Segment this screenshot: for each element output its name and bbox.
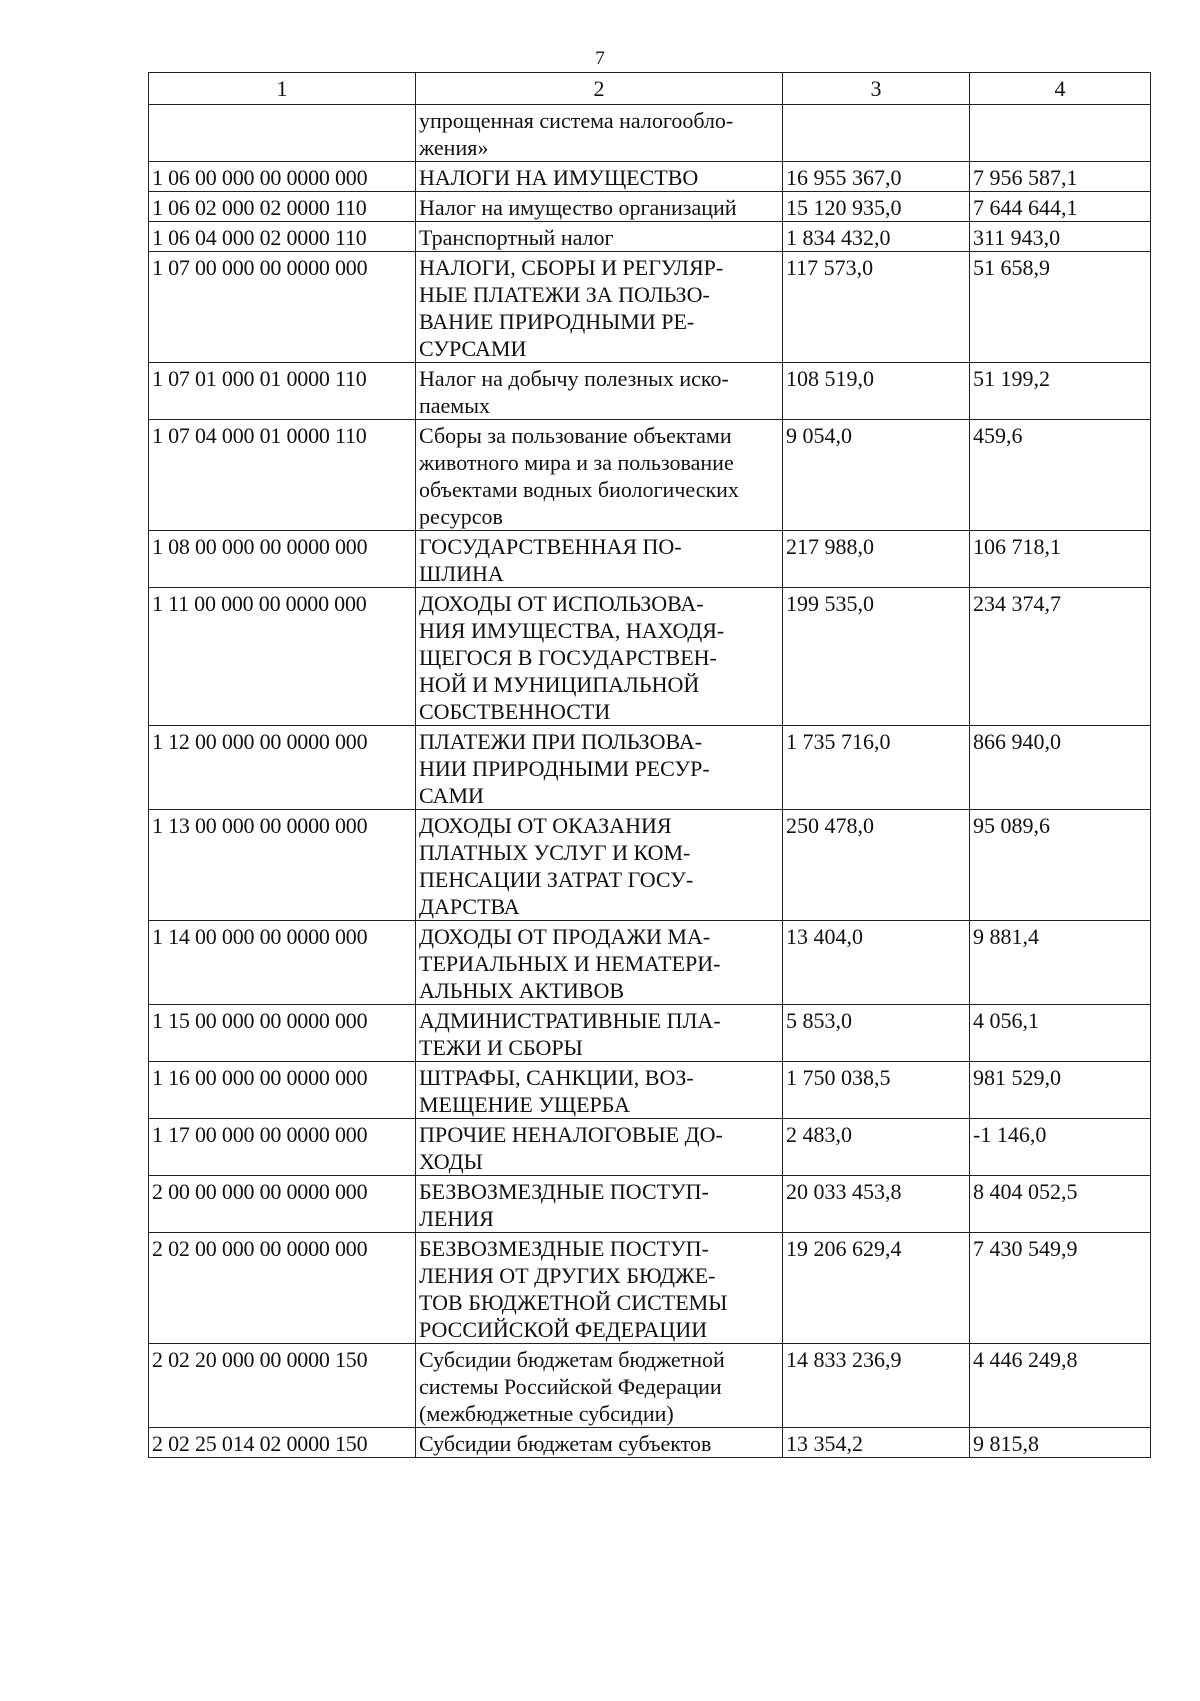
table-row: [149, 162, 1151, 192]
value-col4: 459,6: [970, 420, 1151, 531]
revenue-name: ПРОЧИЕ НЕНАЛОГОВЫЕ ДО- ХОДЫ: [416, 1119, 783, 1176]
value-col4: -1 146,0: [970, 1119, 1151, 1176]
column-header: 1: [149, 73, 416, 105]
table-row: [149, 222, 1151, 252]
value-col4: 7 644 644,1: [970, 192, 1151, 222]
budget-code: 2 02 25 014 02 0000 150: [149, 1428, 416, 1458]
revenue-name: БЕЗВОЗМЕЗДНЫЕ ПОСТУП- ЛЕНИЯ: [416, 1176, 783, 1233]
value-col3: 14 833 236,9: [783, 1344, 970, 1428]
budget-code: 1 12 00 000 00 0000 000: [149, 726, 416, 810]
value-col3: 1 834 432,0: [783, 222, 970, 252]
column-header: 2: [416, 73, 783, 105]
table-row: [149, 420, 1151, 531]
revenue-name: ГОСУДАРСТВЕННАЯ ПО- ШЛИНА: [416, 531, 783, 588]
value-col3: 19 206 629,4: [783, 1233, 970, 1344]
value-col4: 7 956 587,1: [970, 162, 1151, 192]
revenue-name: упрощенная система налогообло- жения»: [416, 105, 783, 162]
table-row: [149, 531, 1151, 588]
budget-code: 1 17 00 000 00 0000 000: [149, 1119, 416, 1176]
value-col4: 234 374,7: [970, 588, 1151, 726]
value-col3: 117 573,0: [783, 252, 970, 363]
revenue-name: НАЛОГИ, СБОРЫ И РЕГУЛЯР- НЫЕ ПЛАТЕЖИ ЗА ПОЛЬЗО- ВАНИЕ ПРИРОДНЫМИ РЕ- СУРСАМИ: [416, 252, 783, 363]
budget-code: 1 07 01 000 01 0000 110: [149, 363, 416, 420]
value-col3: 5 853,0: [783, 1005, 970, 1062]
revenue-table: [148, 72, 1151, 1458]
value-col3: 199 535,0: [783, 588, 970, 726]
revenue-name: ШТРАФЫ, САНКЦИИ, ВОЗ- МЕЩЕНИЕ УЩЕРБА: [416, 1062, 783, 1119]
value-col3: [783, 105, 970, 162]
value-col3: 2 483,0: [783, 1119, 970, 1176]
table-row: [149, 1176, 1151, 1233]
revenue-name: Сборы за пользование объектами животного мира и за пользование объектами водных биологических ресурсов: [416, 420, 783, 531]
table-row: [149, 1062, 1151, 1119]
page-number: 7: [595, 48, 605, 69]
value-col4: 4 056,1: [970, 1005, 1151, 1062]
budget-code: 1 07 00 000 00 0000 000: [149, 252, 416, 363]
table-row: [149, 363, 1151, 420]
revenue-name: БЕЗВОЗМЕЗДНЫЕ ПОСТУП- ЛЕНИЯ ОТ ДРУГИХ БЮДЖЕ- ТОВ БЮДЖЕТНОЙ СИСТЕМЫ РОССИЙСКОЙ ФЕДЕРАЦИИ: [416, 1233, 783, 1344]
revenue-name: Налог на добычу полезных иско- паемых: [416, 363, 783, 420]
value-col4: 866 940,0: [970, 726, 1151, 810]
value-col3: 9 054,0: [783, 420, 970, 531]
value-col3: 250 478,0: [783, 810, 970, 921]
revenue-name: Субсидии бюджетам субъектов: [416, 1428, 783, 1458]
budget-code: 2 00 00 000 00 0000 000: [149, 1176, 416, 1233]
budget-code: 1 07 04 000 01 0000 110: [149, 420, 416, 531]
value-col4: 95 089,6: [970, 810, 1151, 921]
revenue-name: Транспортный налог: [416, 222, 783, 252]
header-row: [149, 73, 1151, 105]
value-col4: 51 199,2: [970, 363, 1151, 420]
budget-code: 1 15 00 000 00 0000 000: [149, 1005, 416, 1062]
value-col3: 13 354,2: [783, 1428, 970, 1458]
value-col4: 9 881,4: [970, 921, 1151, 1005]
budget-code: 1 11 00 000 00 0000 000: [149, 588, 416, 726]
value-col4: 4 446 249,8: [970, 1344, 1151, 1428]
table-body: [149, 105, 1151, 1458]
table-row: [149, 252, 1151, 363]
table-row: [149, 921, 1151, 1005]
table-row: [149, 1344, 1151, 1428]
budget-code: 1 13 00 000 00 0000 000: [149, 810, 416, 921]
value-col4: [970, 105, 1151, 162]
budget-code: 1 14 00 000 00 0000 000: [149, 921, 416, 1005]
value-col4: 51 658,9: [970, 252, 1151, 363]
value-col3: 108 519,0: [783, 363, 970, 420]
value-col4: 106 718,1: [970, 531, 1151, 588]
revenue-name: ДОХОДЫ ОТ ИСПОЛЬЗОВА- НИЯ ИМУЩЕСТВА, НАХОДЯ- ЩЕГОСЯ В ГОСУДАРСТВЕН- НОЙ И МУНИЦИПАЛЬНОЙ СОБСТВЕННОСТИ: [416, 588, 783, 726]
value-col3: 13 404,0: [783, 921, 970, 1005]
value-col3: 20 033 453,8: [783, 1176, 970, 1233]
value-col3: 1 735 716,0: [783, 726, 970, 810]
table-row: [149, 192, 1151, 222]
budget-code: 1 16 00 000 00 0000 000: [149, 1062, 416, 1119]
value-col4: 7 430 549,9: [970, 1233, 1151, 1344]
value-col3: 16 955 367,0: [783, 162, 970, 192]
table-row: [149, 1119, 1151, 1176]
column-header: 3: [783, 73, 970, 105]
table-row: [149, 588, 1151, 726]
budget-code: 1 06 00 000 00 0000 000: [149, 162, 416, 192]
table-row: [149, 810, 1151, 921]
value-col4: 311 943,0: [970, 222, 1151, 252]
revenue-name: ДОХОДЫ ОТ ПРОДАЖИ МА- ТЕРИАЛЬНЫХ И НЕМАТЕРИ- АЛЬНЫХ АКТИВОВ: [416, 921, 783, 1005]
budget-code: 1 08 00 000 00 0000 000: [149, 531, 416, 588]
value-col3: 1 750 038,5: [783, 1062, 970, 1119]
table-row: [149, 1005, 1151, 1062]
table-row: [149, 105, 1151, 162]
revenue-name: НАЛОГИ НА ИМУЩЕСТВО: [416, 162, 783, 192]
budget-code: 1 06 02 000 02 0000 110: [149, 192, 416, 222]
value-col3: 217 988,0: [783, 531, 970, 588]
budget-code: 2 02 20 000 00 0000 150: [149, 1344, 416, 1428]
table-row: [149, 726, 1151, 810]
value-col3: 15 120 935,0: [783, 192, 970, 222]
revenue-name: Субсидии бюджетам бюджетной системы Российской Федерации (межбюджетные субсидии): [416, 1344, 783, 1428]
table-row: [149, 1428, 1151, 1458]
revenue-name: АДМИНИСТРАТИВНЫЕ ПЛА- ТЕЖИ И СБОРЫ: [416, 1005, 783, 1062]
table-row: [149, 1233, 1151, 1344]
column-header: 4: [970, 73, 1151, 105]
revenue-name: Налог на имущество организаций: [416, 192, 783, 222]
value-col4: 8 404 052,5: [970, 1176, 1151, 1233]
value-col4: 981 529,0: [970, 1062, 1151, 1119]
revenue-name: ПЛАТЕЖИ ПРИ ПОЛЬЗОВА- НИИ ПРИРОДНЫМИ РЕСУР- САМИ: [416, 726, 783, 810]
revenue-name: ДОХОДЫ ОТ ОКАЗАНИЯ ПЛАТНЫХ УСЛУГ И КОМ- ПЕНСАЦИИ ЗАТРАТ ГОСУ- ДАРСТВА: [416, 810, 783, 921]
value-col4: 9 815,8: [970, 1428, 1151, 1458]
budget-code: 1 06 04 000 02 0000 110: [149, 222, 416, 252]
budget-code: 2 02 00 000 00 0000 000: [149, 1233, 416, 1344]
budget-code: [149, 105, 416, 162]
